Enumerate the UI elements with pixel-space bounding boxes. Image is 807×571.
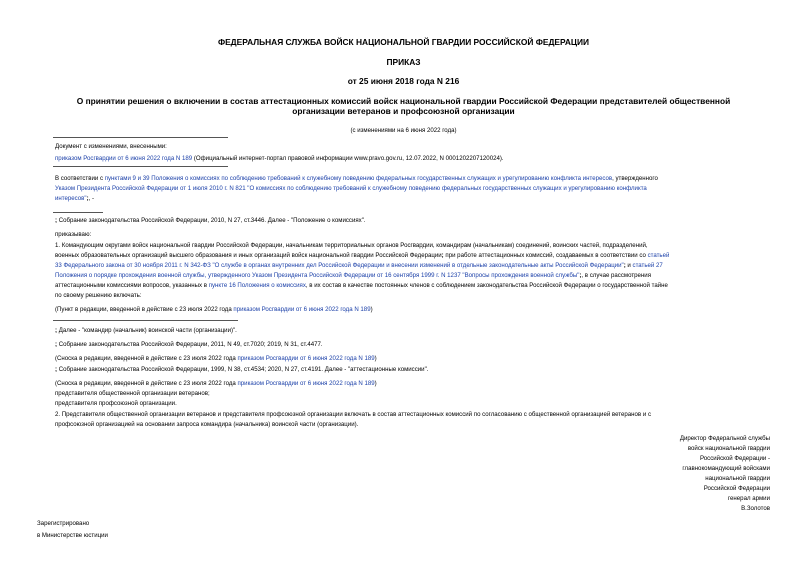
- divider: [53, 320, 238, 321]
- order-189-link[interactable]: приказом Росгвардии от 6 июня 2022 года N 189: [237, 355, 375, 362]
- doc-title-line2: организации ветеранов и профсоюзной организации: [292, 106, 515, 116]
- preamble-line2: [55, 185, 647, 192]
- divider: [53, 137, 228, 138]
- order-189-link[interactable]: приказом Росгвардии от 6 июня 2022 года N 189: [55, 155, 193, 162]
- article-27-link[interactable]: статьей 27: [632, 262, 663, 269]
- footnote-marker[interactable]: ;: [623, 262, 626, 269]
- footnote-3-note: (Сноска в редакции, введенной в действие с 23 июля 2022 года приказом Росгвардии от 6 июня 2022 года N 189): [55, 355, 377, 362]
- regulation-link[interactable]: пунктами 9 и 39 Положения о комиссиях по соблюдению требований к служебному поведению федеральных государственных служащих и урегулированию конфликта интересов: [104, 175, 613, 182]
- footnote-1: ; Собрание законодательства Российской Федерации, 2010, N 27, ст.3446. Далее - "Положение о комиссиях".: [55, 217, 366, 224]
- doc-title-line1: О принятии решения о включении в состав аттестационных комиссий войск национальной гвардии Российской Федерации представителей общественной: [76, 96, 731, 106]
- order-189-link[interactable]: приказом Росгвардии от 6 июня 2022 года N 189: [233, 306, 371, 313]
- preamble-line1: В соответствии с пунктами 9 и 39 Положения о комиссиях по соблюдению требований к служебному поведению федеральных государственных служащих и урегулированию конфликта интересов, утвержденного: [55, 175, 658, 182]
- footnote-3: ; Собрание законодательства Российской Федерации, 2011, N 49, ст.7020; 2019, N 31, ст.4477.: [55, 341, 323, 348]
- point-16-link[interactable]: пункте 16 Положения о комиссиях: [208, 282, 306, 289]
- item1-line1: 1. Командующим округами войск национальной гвардии Российской Федерации, начальникам территориальных органов Росгвардии, командирам (начальникам) соединений, воинских частей, подразделений,: [55, 242, 648, 249]
- item1-line2: военных образовательных организаций высшего образования и иных организаций войск национальной гвардии Российской Федерации; при работе аттестационных комиссий, создаваемых в соответствии со статьей: [55, 252, 670, 259]
- registration-line2: в Министерстве юстиции: [37, 532, 108, 539]
- rep-veterans: представителя общественной организации ветеранов;: [55, 390, 210, 397]
- footnote-marker[interactable]: ;: [86, 195, 89, 202]
- article-link[interactable]: статьей: [647, 252, 670, 259]
- divider: [53, 166, 228, 167]
- divider: [53, 212, 103, 213]
- item2-line2: профсоюзной организацией на основании запроса командира (начальника) воинской части (организации).: [55, 421, 359, 428]
- date-number: от 25 июня 2018 года N 216: [347, 76, 460, 86]
- preamble-line3: интересов";, -: [55, 195, 95, 202]
- order-189-link[interactable]: приказом Росгвардии от 6 июня 2022 года N 189: [237, 380, 375, 387]
- rep-union: представителя профсоюзной организации.: [55, 400, 177, 407]
- signature-block: Директор Федеральной службы войск национальной гвардии Российской Федерации - главнокомандующий войсками национальной гвардии Российской Федерации генерал армии В.Золотов: [679, 435, 770, 512]
- footnote-2: ; Далее - "командир (начальник) воинской части (организации)".: [55, 327, 237, 334]
- registration-line1: Зарегистрировано: [37, 520, 90, 527]
- footnote-4: ; Собрание законодательства Российской Федерации, 1999, N 38, ст.4534; 2020, N 27, ст.4191. Далее - "аттестационные комиссии".: [55, 366, 429, 373]
- order-word: приказываю:: [55, 231, 92, 238]
- item1-line5: аттестационными комиссиями вопросов, указанных в пункте 16 Положения о комиссиях, в их состав в качестве постоянных членов с соблюдением законодательства Российской Федерации о государственной тайне: [55, 282, 668, 289]
- law-342-link[interactable]: 33 Федерального закона от 30 ноября 2011 г. N 342-ФЗ "О службе в органах внутренних дел Российской Федерации и внесении изменений в отдельные законодательные акты Российской Федерации": [55, 262, 624, 269]
- decree-821-link[interactable]: Указом Президента Российской Федерации от 1 июля 2010 г. N 821 "О комиссиях по соблюдению требований к служебному поведению федеральных государственных служащих и урегулированию конфликта: [55, 185, 647, 192]
- item1-line6: по своему решению включать:: [55, 292, 142, 299]
- decree-821-link-cont[interactable]: интересов": [55, 195, 87, 202]
- decree-1237-link[interactable]: Положения о порядке прохождения военной службы, утвержденного Указом Президента Российской Федерации от 16 сентября 1999 г. N 1237 "Вопросы прохождения военной службы": [55, 272, 580, 279]
- footnote-4-note: (Сноска в редакции, введенной в действие с 23 июля 2022 года приказом Росгвардии от 6 июня 2022 года N 189): [55, 380, 377, 387]
- agency-name: ФЕДЕРАЛЬНАЯ СЛУЖБА ВОЙСК НАЦИОНАЛЬНОЙ ГВАРДИИ РОССИЙСКОЙ ФЕДЕРАЦИИ: [217, 37, 590, 47]
- footnote-marker[interactable]: ;: [579, 272, 582, 279]
- changes-line: [55, 155, 504, 162]
- item1-note: (Пункт в редакции, введенной в действие с 23 июля 2022 года приказом Росгвардии от 6 июня 2022 года N 189): [55, 306, 373, 313]
- item1-line3: 33 Федерального закона от 30 ноября 2011 г. N 342-ФЗ "О службе в органах внутренних дел Российской Федерации и внесении изменений в отдельные законодательные акты Российской Федерации"; и статьей 27: [55, 262, 663, 269]
- doc-type: ПРИКАЗ: [386, 57, 421, 67]
- edition-note: (с изменениями на 6 июня 2022 года): [350, 127, 457, 134]
- item1-line4: Положения о порядке прохождения военной службы, утвержденного Указом Президента Российской Федерации от 16 сентября 1999 г. N 1237 "Вопросы прохождения военной службы";, в случае рассмотрения: [55, 272, 651, 279]
- footnote-marker[interactable]: ;: [441, 252, 444, 259]
- changes-intro: Документ с изменениями, внесенными:: [55, 143, 167, 150]
- item2-line1: 2. Представителя общественной организации ветеранов и представителя профсоюзной организации включать в состав аттестационных комиссий по согласованию с общественной организацией ветеранов и с: [55, 411, 652, 418]
- publication-text: (Официальный интернет-портал правовой информации www.pravo.gov.ru, 12.07.2022, N 0001202207120024).: [192, 155, 504, 162]
